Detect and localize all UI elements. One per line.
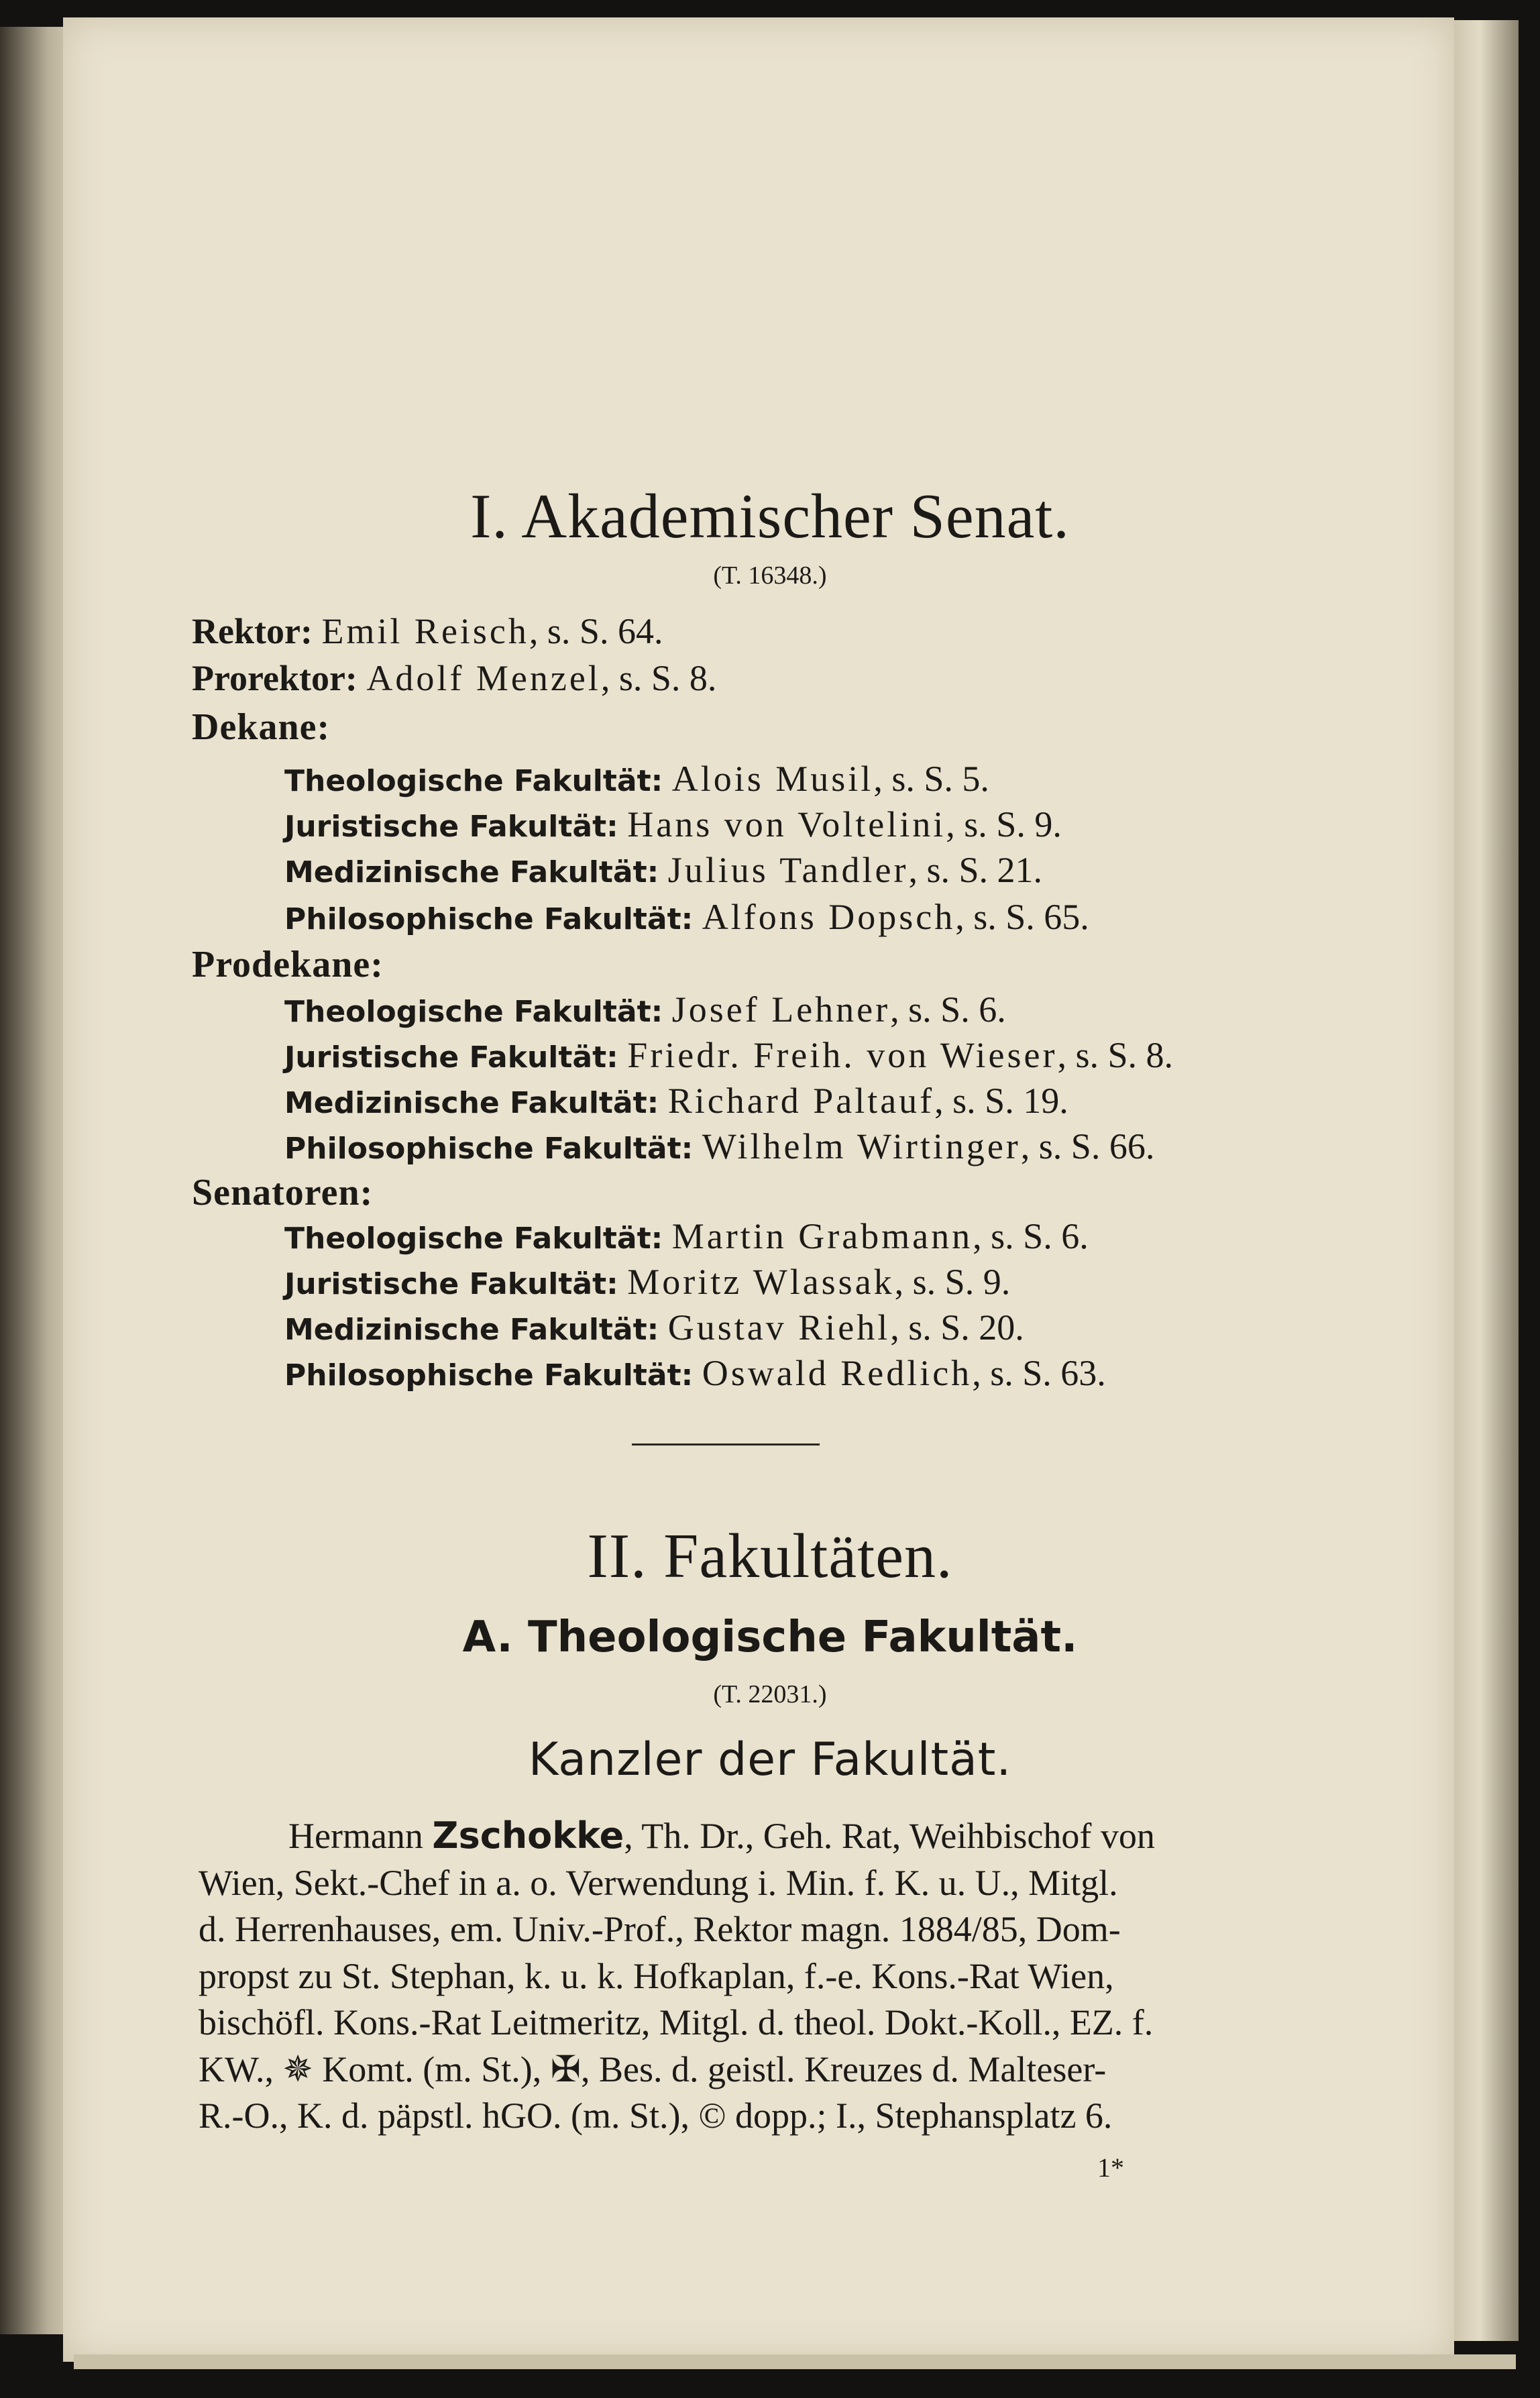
kanzler-surname: Zschokke xyxy=(432,1814,624,1857)
faculty-label: Juristische Fakultät: xyxy=(284,810,618,844)
prodekan-row xyxy=(284,1126,1154,1167)
faculty-label: Medizinische Fakultät: xyxy=(284,855,659,889)
dekan-row xyxy=(284,849,1042,891)
page-ref: , s. S. 66. xyxy=(1020,1126,1155,1166)
prorektor-label: Prorektor: xyxy=(192,658,358,698)
person-name: Martin Grabmann xyxy=(671,1216,973,1256)
page-ref: , s. S. 21. xyxy=(908,850,1042,890)
senator-row xyxy=(284,1261,1010,1303)
rektor-ref: , s. S. 64. xyxy=(529,611,663,651)
fakultaet-phone: (T. 22031.) xyxy=(713,1680,827,1708)
person-name: Friedr. Freih. von Wieser xyxy=(627,1035,1058,1075)
faculty-label: Theologische Fakultät: xyxy=(284,1221,663,1256)
dekan-row xyxy=(284,896,1089,938)
fakultaeten-heading: II. Fakultäten. xyxy=(587,1521,953,1591)
prorektor-line xyxy=(192,657,716,699)
page-stack-edge xyxy=(1454,20,1519,2341)
faculty-label: Medizinische Fakultät: xyxy=(284,1086,659,1120)
faculty-label: Philosophische Fakultät: xyxy=(284,902,694,936)
page-ref: , s. S. 63. xyxy=(972,1353,1106,1393)
person-name: Josef Lehner xyxy=(671,989,891,1030)
rektor-label: Rektor: xyxy=(192,611,313,651)
person-name: Moritz Wlassak xyxy=(627,1262,895,1302)
kanzler-text: propst zu St. Stephan, k. u. k. Hofkaplan, f.-e. Kons.-Rat Wien, xyxy=(199,1955,1114,1996)
kanzler-text: , Th. Dr., Geh. Rat, Weihbischof von xyxy=(624,1816,1155,1856)
kanzler-text: KW., ✵ Komt. (m. St.), ✠, Bes. d. geistl. Kreuzes d. Malteser- xyxy=(199,2049,1107,2089)
kanzler-entry xyxy=(199,1812,1266,2140)
senat-heading: I. Akademischer Senat. xyxy=(470,482,1070,551)
prodekan-row xyxy=(284,989,1006,1030)
kanzler-first-name: Hermann xyxy=(288,1816,423,1856)
kanzler-text: R.-O., K. d. päpstl. hGO. (m. St.), © dopp.; I., Stephansplatz 6. xyxy=(199,2095,1113,2136)
rektor-line xyxy=(192,610,663,652)
kanzler-text: bischöfl. Kons.-Rat Leitmeritz, Mitgl. d. theol. Dokt.-Koll., EZ. f. xyxy=(199,2002,1154,2042)
senat-phone: (T. 16348.) xyxy=(713,561,827,590)
rektor-name: Emil Reisch xyxy=(321,611,529,651)
section-a-heading: A. Theologische Fakultät. xyxy=(462,1613,1078,1662)
person-name: Hans von Voltelini xyxy=(627,804,946,844)
prodekan-row xyxy=(284,1080,1068,1122)
dekane-label: Dekane: xyxy=(192,706,331,748)
person-name: Gustav Riehl xyxy=(667,1307,891,1348)
person-name: Oswald Redlich xyxy=(702,1353,973,1393)
person-name: Alfons Dopsch xyxy=(702,897,956,937)
faculty-label: Theologische Fakultät: xyxy=(284,764,663,798)
page-ref: , s. S. 8. xyxy=(1057,1035,1174,1075)
page-ref: , s. S. 9. xyxy=(946,804,1062,844)
page-bottom-edge xyxy=(74,2354,1516,2369)
page-ref: , s. S. 9. xyxy=(894,1262,1011,1302)
senator-row xyxy=(284,1307,1024,1348)
section-divider xyxy=(632,1443,820,1446)
kanzler-line-1 xyxy=(199,1812,1266,1860)
kanzler-heading: Kanzler der Fakultät. xyxy=(528,1733,1012,1786)
faculty-label: Juristische Fakultät: xyxy=(284,1267,618,1301)
signature-mark: 1* xyxy=(1097,2152,1124,2183)
page-ref: , s. S. 65. xyxy=(955,897,1089,937)
dekan-row xyxy=(284,804,1062,845)
page-ref: , s. S. 19. xyxy=(934,1081,1068,1121)
faculty-label: Medizinische Fakultät: xyxy=(284,1313,659,1347)
prorektor-ref: , s. S. 8. xyxy=(600,658,717,698)
faculty-label: Theologische Fakultät: xyxy=(284,995,663,1029)
faculty-label: Juristische Fakultät: xyxy=(284,1040,618,1075)
prodekane-label: Prodekane: xyxy=(192,944,384,985)
kanzler-text: Wien, Sekt.-Chef in a. o. Verwendung i. Min. f. K. u. U., Mitgl. xyxy=(199,1862,1118,1903)
prorektor-name: Adolf Menzel xyxy=(366,658,601,698)
kanzler-text: d. Herrenhauses, em. Univ.-Prof., Rektor magn. 1884/85, Dom- xyxy=(199,1909,1121,1949)
page-ref: , s. S. 6. xyxy=(890,989,1006,1030)
person-name: Alois Musil xyxy=(671,759,874,799)
page-ref: , s. S. 6. xyxy=(973,1216,1089,1256)
person-name: Richard Paltauf xyxy=(667,1081,935,1121)
senatoren-label: Senatoren: xyxy=(192,1172,374,1213)
person-name: Julius Tandler xyxy=(667,850,909,890)
page-ref: , s. S. 5. xyxy=(873,759,989,799)
prodekan-row xyxy=(284,1034,1173,1076)
senator-row xyxy=(284,1352,1106,1394)
faculty-label: Philosophische Fakultät: xyxy=(284,1358,694,1393)
faculty-label: Philosophische Fakultät: xyxy=(284,1132,694,1166)
person-name: Wilhelm Wirtinger xyxy=(702,1126,1021,1166)
dekan-row xyxy=(284,758,989,800)
senator-row xyxy=(284,1215,1089,1257)
page-ref: , s. S. 20. xyxy=(890,1307,1024,1348)
